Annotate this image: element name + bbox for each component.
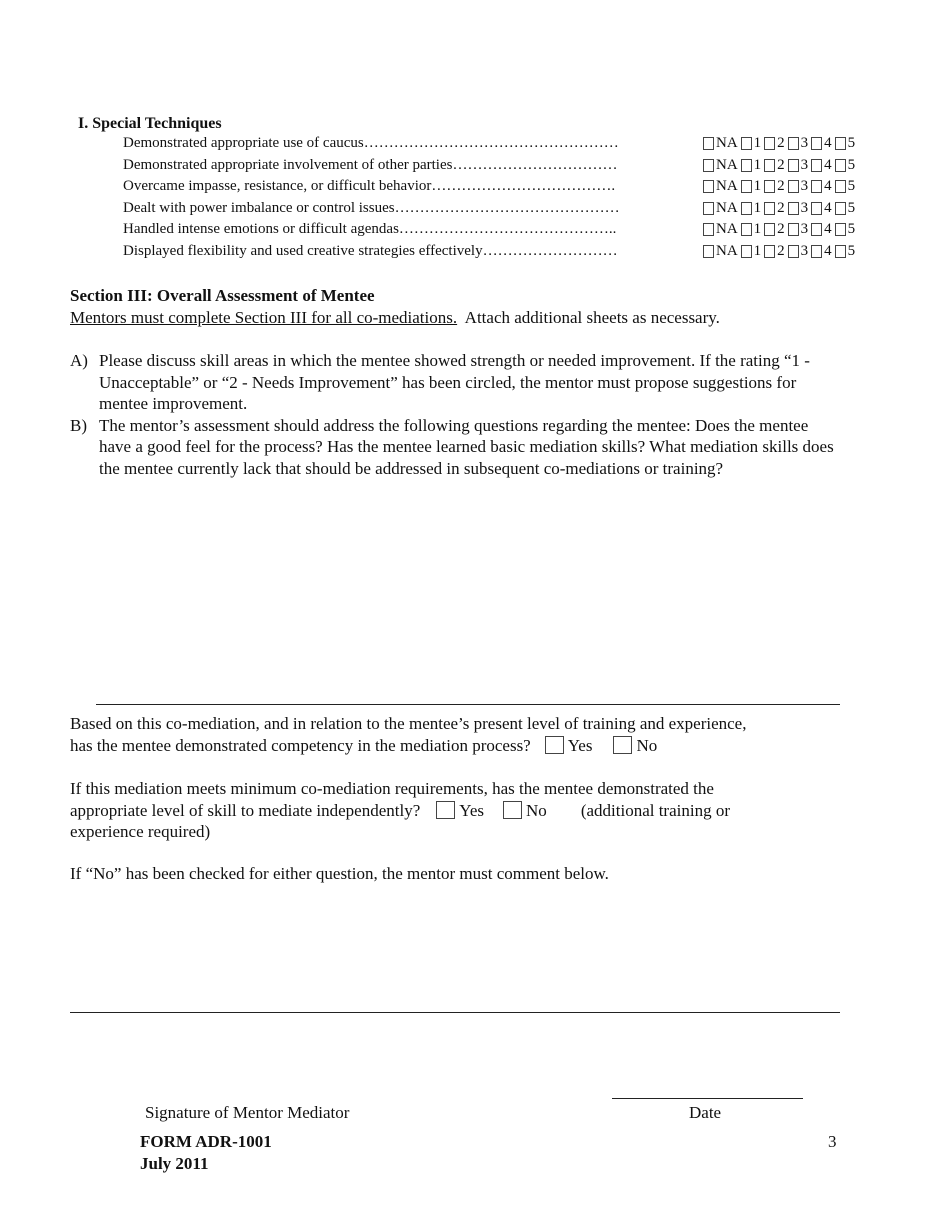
technique-rating-options	[703, 243, 858, 260]
rating-checkbox[interactable]	[764, 245, 775, 258]
rating-option-label: NA	[716, 178, 738, 194]
rating-option	[741, 200, 762, 217]
rating-checkbox[interactable]	[835, 159, 846, 172]
rating-option	[811, 221, 832, 238]
rating-checkbox[interactable]	[835, 137, 846, 150]
date-line	[612, 1098, 803, 1099]
rating-checkbox[interactable]	[811, 137, 822, 150]
rating-checkbox[interactable]	[788, 202, 799, 215]
date-label: Date	[689, 1103, 722, 1122]
rating-checkbox[interactable]	[764, 202, 775, 215]
rating-option	[811, 157, 832, 174]
rating-option	[835, 243, 856, 260]
rating-option-label: NA	[716, 135, 738, 151]
rating-checkbox[interactable]	[764, 159, 775, 172]
rating-option-label: 3	[800, 135, 809, 151]
rating-checkbox[interactable]	[703, 159, 714, 172]
rating-option	[788, 221, 809, 238]
rating-option-label: NA	[716, 221, 738, 237]
technique-rating-options	[703, 135, 858, 152]
rating-option	[835, 178, 856, 195]
competency-question-row2	[70, 735, 746, 757]
rating-option-label: 4	[824, 199, 832, 216]
rating-option-label: 1	[753, 199, 762, 216]
rating-checkbox[interactable]	[811, 202, 822, 215]
rating-option	[835, 200, 856, 217]
technique-rating-options	[703, 200, 858, 217]
mentor-comment-line	[70, 1012, 840, 1013]
rating-option-label: 4	[824, 178, 832, 194]
rating-option-label: 1	[753, 156, 762, 173]
rating-option-label: 1	[753, 178, 762, 194]
rating-option-label: 5	[847, 156, 856, 173]
rating-checkbox[interactable]	[835, 202, 846, 215]
technique-label: Handled intense emotions or difficult agendas……………………………………..	[123, 221, 617, 237]
technique-rating-options	[703, 178, 858, 195]
rating-checkbox[interactable]	[764, 180, 775, 193]
rating-option-label: 4	[824, 135, 832, 151]
rating-checkbox[interactable]	[788, 180, 799, 193]
rating-checkbox[interactable]	[703, 137, 714, 150]
independence-yes-label: Yes	[459, 800, 485, 820]
rating-option	[835, 157, 856, 174]
comment-instruction: If “No” has been checked for either question, the mentor must comment below.	[70, 864, 609, 883]
item-b	[70, 415, 840, 480]
rating-option	[788, 243, 809, 260]
rating-option	[811, 178, 832, 195]
competency-question-line2: has the mentee demonstrated competency in the mediation process?	[70, 735, 531, 755]
rating-option-label: 3	[800, 242, 809, 259]
rating-checkbox[interactable]	[741, 202, 752, 215]
rating-option	[835, 221, 856, 238]
rating-option	[703, 178, 738, 195]
rating-option	[741, 135, 762, 152]
rating-option	[811, 200, 832, 217]
rating-option-label: 5	[847, 199, 856, 216]
rating-checkbox[interactable]	[788, 159, 799, 172]
rating-option-label: 5	[847, 242, 856, 259]
rating-option	[741, 243, 762, 260]
rating-option	[764, 200, 785, 217]
rating-option	[764, 221, 785, 238]
technique-label: Demonstrated appropriate involvement of other parties……………………………	[123, 156, 618, 173]
independence-yes-checkbox[interactable]	[436, 801, 455, 819]
independence-question-line1: If this mediation meets minimum co-mediation requirements, has the mentee demonstrated the	[70, 779, 714, 798]
competency-no-checkbox[interactable]	[613, 736, 632, 754]
assessment-comment-line	[96, 704, 840, 705]
rating-option-label: 2	[777, 178, 785, 194]
item-b-letter: B)	[70, 415, 87, 435]
rating-option	[703, 200, 738, 217]
rating-option	[741, 157, 762, 174]
section-iii-title: Section III: Overall Assessment of Mentee	[70, 286, 375, 305]
rating-checkbox[interactable]	[741, 137, 752, 150]
rating-option-label: NA	[716, 242, 738, 259]
rating-option-label: 2	[777, 135, 785, 151]
rating-option	[764, 135, 785, 152]
section-iii-instruction	[70, 307, 720, 329]
signature-label: Signature of Mentor Mediator	[145, 1103, 350, 1122]
independence-question-line3: experience required)	[70, 822, 211, 841]
item-a-text: Please discuss skill areas in which the mentee showed strength or needed improvement. If the rating “1 - Unacceptable” or “2 - Needs Improvement” has been circled, the mentor must propose suggestions for mentee improvement.	[99, 351, 810, 413]
instruction-rest: Attach additional sheets as necessary.	[457, 308, 720, 327]
technique-label: Demonstrated appropriate use of caucus……………………………………………	[123, 135, 619, 151]
rating-option	[764, 243, 785, 260]
rating-option-label: 2	[777, 242, 785, 259]
rating-option-label: 4	[824, 156, 832, 173]
rating-option	[764, 157, 785, 174]
rating-option	[811, 135, 832, 152]
rating-option-label: 3	[800, 199, 809, 216]
page-number: 3	[828, 1132, 837, 1151]
rating-option	[788, 200, 809, 217]
form-date: July 2011	[140, 1154, 209, 1173]
rating-option	[703, 157, 738, 174]
rating-option-label: 2	[777, 156, 785, 173]
item-a-letter: A)	[70, 351, 88, 370]
rating-checkbox[interactable]	[764, 223, 775, 236]
rating-checkbox[interactable]	[764, 137, 775, 150]
rating-checkbox[interactable]	[788, 137, 799, 150]
rating-option-label: 1	[753, 135, 762, 151]
rating-option-label: 4	[824, 242, 832, 259]
competency-question	[70, 713, 746, 756]
item-a	[70, 350, 840, 415]
rating-checkbox[interactable]	[741, 245, 752, 258]
independence-no-label: No	[526, 800, 547, 820]
rating-option-label: 4	[824, 221, 832, 237]
rating-option	[703, 243, 738, 260]
rating-option-label: 1	[753, 221, 762, 237]
rating-checkbox[interactable]	[811, 245, 822, 258]
rating-option-label: 1	[753, 242, 762, 259]
competency-no-label: No	[636, 735, 658, 755]
competency-yes-checkbox[interactable]	[545, 736, 564, 754]
rating-option-label: 5	[847, 135, 856, 151]
rating-checkbox[interactable]	[703, 202, 714, 215]
rating-checkbox[interactable]	[811, 223, 822, 236]
rating-option-label: 2	[777, 199, 785, 216]
independence-note: (additional training or	[580, 800, 730, 820]
rating-option	[835, 135, 856, 152]
rating-option-label: 2	[777, 221, 785, 237]
rating-checkbox[interactable]	[811, 159, 822, 172]
rating-option-label: 3	[800, 156, 809, 173]
independence-no-checkbox[interactable]	[503, 801, 522, 819]
rating-checkbox[interactable]	[811, 180, 822, 193]
rating-checkbox[interactable]	[788, 245, 799, 258]
technique-rating-options	[703, 157, 858, 174]
rating-checkbox[interactable]	[703, 180, 714, 193]
rating-option-label: 3	[800, 178, 809, 194]
rating-option	[788, 135, 809, 152]
assessment-items	[70, 350, 840, 479]
competency-yes-label: Yes	[567, 735, 593, 755]
technique-label: Dealt with power imbalance or control issues………………………………………	[123, 199, 620, 216]
form-id: FORM ADR-1001	[140, 1132, 272, 1151]
rating-option	[741, 221, 762, 238]
footer-form-info	[140, 1131, 272, 1175]
competency-question-line1: Based on this co-mediation, and in relation to the mentee’s present level of training and experience,	[70, 714, 747, 733]
rating-option	[741, 178, 762, 195]
rating-option	[788, 157, 809, 174]
rating-checkbox[interactable]	[835, 245, 846, 258]
rating-option	[788, 178, 809, 195]
technique-rating-options	[703, 221, 858, 238]
rating-checkbox[interactable]	[788, 223, 799, 236]
instruction-underlined: Mentors must complete Section III for all co-mediations.	[70, 308, 458, 327]
rating-checkbox[interactable]	[741, 159, 752, 172]
rating-option	[703, 221, 738, 238]
rating-checkbox[interactable]	[741, 180, 752, 193]
independence-question-row2	[70, 800, 730, 822]
rating-option-label: NA	[716, 156, 738, 173]
rating-option	[764, 178, 785, 195]
rating-option	[703, 135, 738, 152]
rating-option-label: 5	[847, 221, 856, 237]
rating-checkbox[interactable]	[835, 223, 846, 236]
technique-label: Displayed flexibility and used creative strategies effectively………………………	[123, 242, 618, 259]
independence-question	[70, 778, 730, 843]
item-b-text: The mentor’s assessment should address the following questions regarding the mentee: Does the mentee have a good feel for the process? Has the mentee learned basic mediation skills? What mediation skills does the mentee currently lack that should be addressed in subsequent co-mediations or training?	[99, 415, 834, 478]
rating-checkbox[interactable]	[835, 180, 846, 193]
rating-checkbox[interactable]	[703, 223, 714, 236]
rating-option	[811, 243, 832, 260]
independence-question-line2: appropriate level of skill to mediate independently?	[70, 800, 421, 820]
special-techniques-heading: I. Special Techniques	[78, 115, 222, 132]
technique-label: Overcame impasse, resistance, or difficult behavior……………………………….	[123, 178, 616, 194]
rating-option-label: NA	[716, 199, 738, 216]
rating-checkbox[interactable]	[741, 223, 752, 236]
rating-checkbox[interactable]	[703, 245, 714, 258]
rating-option-label: 3	[800, 221, 809, 237]
rating-option-label: 5	[847, 178, 856, 194]
